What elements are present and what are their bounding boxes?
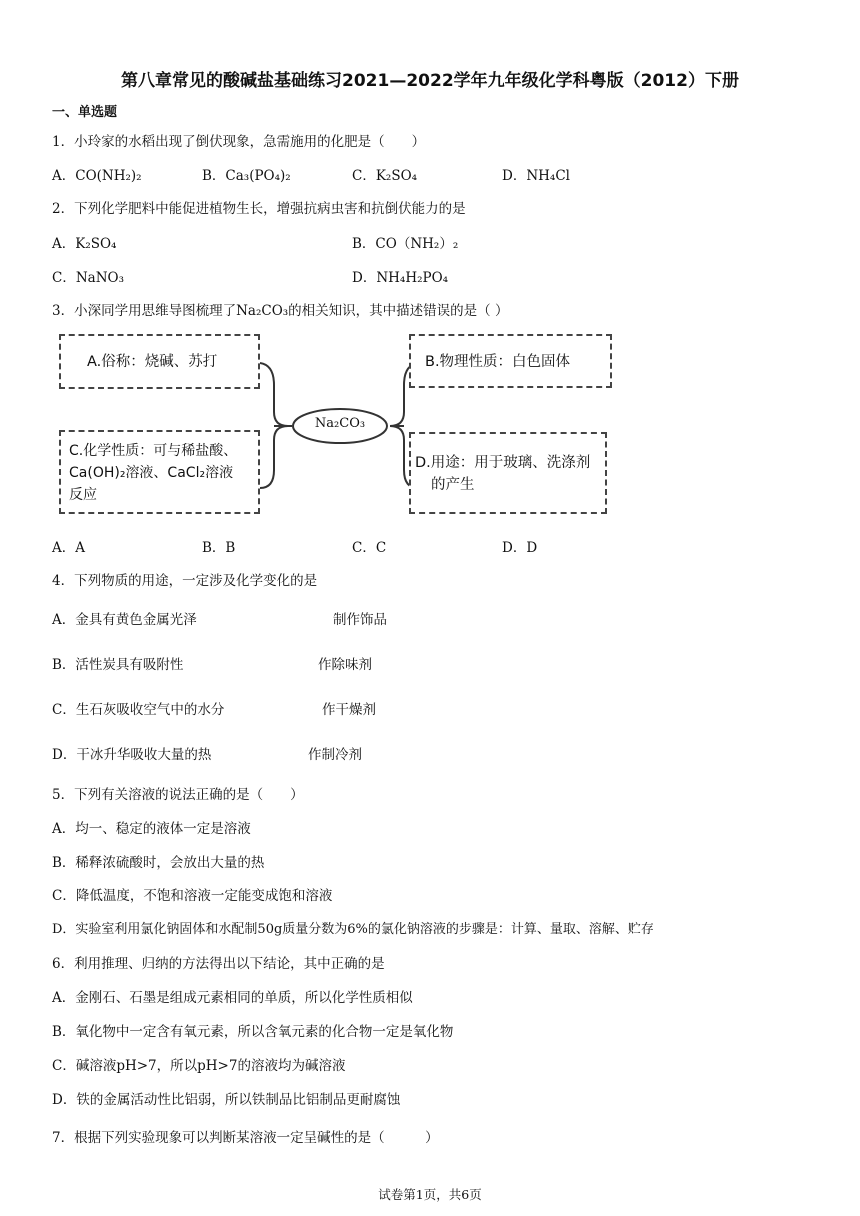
page-title: 第八章常见的酸碱盐基础练习2021—2022学年九年级化学科粤版（2012）下册 (121, 71, 739, 91)
question-6-option-c[interactable]: C．碱溶液pH>7，所以pH>7的溶液均为碱溶液 (52, 1058, 346, 1074)
question-4-option-a[interactable]: A．金具有黄色金属光泽 (52, 612, 197, 628)
mindmap-box-c (59, 430, 260, 514)
mindmap-box-d (409, 432, 607, 514)
question-4-stem: 4．下列物质的用途，一定涉及化学变化的是 (52, 573, 318, 589)
question-2-option-c[interactable]: C．NaNO₃ (52, 270, 124, 286)
question-1-option-a[interactable]: A．CO(NH₂)₂ (52, 168, 142, 184)
question-4-option-d-use: 作制冷剂 (308, 747, 362, 763)
question-2-option-a[interactable]: A．K₂SO₄ (52, 236, 117, 252)
question-7-stem: 7．根据下列实验现象可以判断某溶液一定呈碱性的是（ ） (52, 1130, 439, 1146)
question-3-option-b[interactable]: B．B (202, 540, 236, 556)
question-6-option-b[interactable]: B．氧化物中一定含有氧元素，所以含氧元素的化合物一定是氧化物 (52, 1024, 454, 1040)
mindmap-box-c-line-2: Ca(OH)₂溶液、CaCl₂溶液 (69, 465, 234, 481)
question-4-option-c-use: 作干燥剂 (322, 702, 376, 718)
mindmap-box-d-line-1: D.用途：用于玻璃、洗涤剂 (415, 455, 591, 471)
question-6-option-d[interactable]: D．铁的金属活动性比铝弱，所以铁制品比铝制品更耐腐蚀 (52, 1092, 401, 1108)
question-2-stem: 2．下列化学肥料中能促进植物生长，增强抗病虫害和抗倒伏能力的是 (52, 201, 466, 217)
page-footer: 试卷第1页，共6页 (378, 1187, 482, 1202)
question-5-option-c[interactable]: C．降低温度，不饱和溶液一定能变成饱和溶液 (52, 888, 333, 904)
question-5-option-d[interactable]: D．实验室利用氯化钠固体和水配制50g质量分数为6%的氯化钠溶液的步骤是：计算、量取、溶解、贮存 (52, 922, 654, 937)
question-6-option-a[interactable]: A．金刚石、石墨是组成元素相同的单质，所以化学性质相似 (52, 990, 413, 1006)
mindmap-center-label: Na₂CO₃ (314, 416, 366, 431)
question-4-option-b[interactable]: B．活性炭具有吸附性 (52, 657, 184, 673)
question-1-option-d[interactable]: D．NH₄Cl (502, 168, 570, 184)
question-6-stem: 6．利用推理、归纳的方法得出以下结论，其中正确的是 (52, 956, 385, 972)
question-5-option-a[interactable]: A．均一、稳定的液体一定是溶液 (52, 821, 251, 837)
mindmap-box-a (59, 334, 260, 389)
question-1-option-c[interactable]: C．K₂SO₄ (352, 168, 418, 184)
question-5-stem: 5．下列有关溶液的说法正确的是（ ） (52, 787, 304, 803)
question-2-option-b[interactable]: B．CO（NH₂）₂ (352, 236, 459, 252)
mindmap-box-c-line-1: C.化学性质：可与稀盐酸、 (69, 443, 238, 459)
question-5-option-b[interactable]: B．稀释浓硫酸时，会放出大量的热 (52, 855, 265, 871)
mindmap-diagram (52, 330, 622, 522)
mindmap-box-a-text: A.俗称：烧碱、苏打 (87, 354, 218, 370)
mindmap-box-b (409, 334, 612, 388)
question-3-option-a[interactable]: A．A (52, 540, 85, 556)
question-1-stem: 1．小玲家的水稻出现了倒伏现象，急需施用的化肥是（ ） (52, 134, 426, 150)
question-1-option-b[interactable]: B．Ca₃(PO₄)₂ (202, 168, 291, 184)
question-3-option-c[interactable]: C．C (352, 540, 387, 556)
section-heading: 一、单选题 (52, 105, 118, 120)
mindmap-box-c-line-3: 反应 (69, 487, 97, 503)
question-4-option-d[interactable]: D．干冰升华吸收大量的热 (52, 747, 212, 763)
mindmap-box-b-text: B.物理性质：白色固体 (425, 354, 571, 370)
question-3-option-d[interactable]: D．D (502, 540, 538, 556)
question-4-option-b-use: 作除味剂 (318, 657, 372, 673)
question-3-stem: 3．小深同学用思维导图梳理了Na₂CO₃的相关知识，其中描述错误的是（ ） (52, 303, 509, 319)
question-4-option-a-use: 制作饰品 (333, 612, 387, 628)
question-4-option-c[interactable]: C．生石灰吸收空气中的水分 (52, 702, 225, 718)
mindmap-box-d-line-2: 的产生 (431, 477, 475, 493)
question-2-option-d[interactable]: D．NH₄H₂PO₄ (352, 270, 449, 286)
